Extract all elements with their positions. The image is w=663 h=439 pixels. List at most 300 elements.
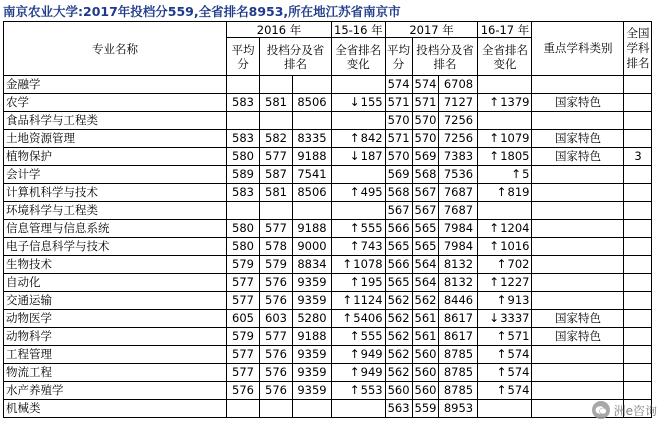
rank-2016 xyxy=(293,76,332,94)
major-name: 计算机科学与技术 xyxy=(4,184,227,202)
change-value: 555 xyxy=(360,329,383,343)
rank-2016: 9359 xyxy=(293,382,332,400)
up-arrow-icon: ↑ xyxy=(349,329,360,343)
up-arrow-icon: ↑ xyxy=(349,275,360,289)
rank-2016: 9188 xyxy=(293,328,332,346)
toudang-2017: 565 xyxy=(412,220,439,238)
table-row xyxy=(4,274,652,292)
toudang-2016: 576 xyxy=(260,346,293,364)
table-row xyxy=(4,328,652,346)
national-rank xyxy=(624,76,652,94)
rank-2016: 9359 xyxy=(293,364,332,382)
down-arrow-icon: ↓ xyxy=(489,311,500,325)
key-discipline-category: 国家特色 xyxy=(532,130,624,148)
change-value: 574 xyxy=(507,383,530,397)
key-discipline-category xyxy=(532,292,624,310)
table-row xyxy=(4,220,652,238)
rank-2017: 7127 xyxy=(439,94,478,112)
wechat-logo-icon xyxy=(592,401,610,419)
major-name: 会计学 xyxy=(4,166,227,184)
change-value: 1379 xyxy=(500,95,530,109)
avg-2017: 570 xyxy=(385,112,412,130)
change-value: 702 xyxy=(507,257,530,271)
watermark xyxy=(592,401,657,419)
change-value: 3337 xyxy=(500,311,530,325)
major-name: 自动化 xyxy=(4,274,227,292)
toudang-2016: 577 xyxy=(260,220,293,238)
avg-2016 xyxy=(227,76,260,94)
toudang-2016: 581 xyxy=(260,184,293,202)
change-value: 1079 xyxy=(500,131,530,145)
change-value: 1227 xyxy=(500,275,530,289)
major-name: 动物科学 xyxy=(4,328,227,346)
up-arrow-icon: ↑ xyxy=(342,293,353,307)
table-row xyxy=(4,94,652,112)
avg-2017: 562 xyxy=(385,364,412,382)
up-arrow-icon: ↑ xyxy=(349,185,360,199)
rank-change-1516 xyxy=(332,292,386,310)
rank-2016: 9359 xyxy=(293,274,332,292)
national-rank xyxy=(624,202,652,220)
watermark-text: 洲e咨询 xyxy=(613,403,657,418)
avg-2016: 605 xyxy=(227,310,260,328)
avg-2017: 566 xyxy=(385,256,412,274)
table-row xyxy=(4,112,652,130)
toudang-2016 xyxy=(260,202,293,220)
change-value: 743 xyxy=(360,239,383,253)
avg-2016: 580 xyxy=(227,220,260,238)
toudang-2017: 568 xyxy=(412,166,439,184)
change-value: 1016 xyxy=(500,239,530,253)
rank-change-1516 xyxy=(332,238,386,256)
key-discipline-category: 国家特色 xyxy=(532,328,624,346)
major-name: 交通运输 xyxy=(4,292,227,310)
toudang-2016: 577 xyxy=(260,148,293,166)
rank-change-1617 xyxy=(478,148,532,166)
toudang-2016: 577 xyxy=(260,328,293,346)
table-row xyxy=(4,148,652,166)
rank-change-1516 xyxy=(332,310,386,328)
major-name: 金融学 xyxy=(4,76,227,94)
rank-change-1617 xyxy=(478,310,532,328)
toudang-2017: 569 xyxy=(412,148,439,166)
key-discipline-category xyxy=(532,184,624,202)
header-major: 专业名称 xyxy=(4,22,227,76)
key-discipline-category xyxy=(532,238,624,256)
rank-2016: 8506 xyxy=(293,94,332,112)
rank-2016: 8506 xyxy=(293,184,332,202)
key-discipline-category: 国家特色 xyxy=(532,148,624,166)
key-discipline-category: 国家特色 xyxy=(532,94,624,112)
key-discipline-category xyxy=(532,256,624,274)
up-arrow-icon: ↑ xyxy=(349,221,360,235)
avg-2016: 576 xyxy=(227,382,260,400)
up-arrow-icon: ↑ xyxy=(496,347,507,361)
rank-change-1516 xyxy=(332,400,386,418)
header-2016: 2016 年 xyxy=(227,22,332,38)
toudang-2017: 567 xyxy=(412,202,439,220)
rank-change-1617 xyxy=(478,292,532,310)
rank-2016 xyxy=(293,202,332,220)
avg-2016: 579 xyxy=(227,328,260,346)
page-title: 南京农业大学:2017年投档分559,全省排名8953,所在地江苏省南京市 xyxy=(3,4,401,19)
change-value: 1124 xyxy=(353,293,383,307)
avg-2016 xyxy=(227,202,260,220)
avg-2017: 560 xyxy=(385,382,412,400)
change-value: 495 xyxy=(360,185,383,199)
major-name: 农学 xyxy=(4,94,227,112)
toudang-2017: 570 xyxy=(412,112,439,130)
key-discipline-category xyxy=(532,166,624,184)
rank-change-1516 xyxy=(332,346,386,364)
avg-2017: 565 xyxy=(385,274,412,292)
avg-2017: 568 xyxy=(385,184,412,202)
toudang-2016: 581 xyxy=(260,94,293,112)
table-row xyxy=(4,364,652,382)
rank-change-1617 xyxy=(478,220,532,238)
avg-2016: 580 xyxy=(227,148,260,166)
rank-change-1617 xyxy=(478,346,532,364)
change-value: 1204 xyxy=(500,221,530,235)
national-rank xyxy=(624,94,652,112)
rank-2017: 8785 xyxy=(439,382,478,400)
header-category: 重点学科类别 xyxy=(532,22,624,76)
rank-2017: 7256 xyxy=(439,130,478,148)
national-rank xyxy=(624,256,652,274)
change-value: 842 xyxy=(360,131,383,145)
rank-2016 xyxy=(293,112,332,130)
national-rank xyxy=(624,130,652,148)
national-rank xyxy=(624,112,652,130)
rank-2017: 8617 xyxy=(439,310,478,328)
avg-2017: 565 xyxy=(385,238,412,256)
avg-2017: 569 xyxy=(385,166,412,184)
major-name: 机械类 xyxy=(4,400,227,418)
rank-change-1617 xyxy=(478,382,532,400)
up-arrow-icon: ↑ xyxy=(342,311,353,325)
toudang-2017: 564 xyxy=(412,256,439,274)
table-row xyxy=(4,292,652,310)
change-value: 913 xyxy=(507,293,530,307)
change-value: 571 xyxy=(507,329,530,343)
header-toudang-2016: 投档分及省排名 xyxy=(260,38,332,76)
up-arrow-icon: ↑ xyxy=(349,365,360,379)
table-row xyxy=(4,76,652,94)
up-arrow-icon: ↑ xyxy=(496,185,507,199)
header-change-16-17: 16-17 年 xyxy=(478,22,532,38)
rank-2016: 9000 xyxy=(293,238,332,256)
toudang-2016 xyxy=(260,76,293,94)
table-row xyxy=(4,238,652,256)
rank-change-1516 xyxy=(332,148,386,166)
rank-2017: 6708 xyxy=(439,76,478,94)
key-discipline-category xyxy=(532,112,624,130)
major-name: 信息管理与信息系统 xyxy=(4,220,227,238)
major-name: 食品科学与工程类 xyxy=(4,112,227,130)
up-arrow-icon: ↑ xyxy=(489,95,500,109)
avg-2016 xyxy=(227,112,260,130)
rank-2016: 9188 xyxy=(293,148,332,166)
toudang-2016: 579 xyxy=(260,256,293,274)
up-arrow-icon: ↑ xyxy=(496,383,507,397)
key-discipline-category xyxy=(532,76,624,94)
header-2017: 2017 年 xyxy=(385,22,478,38)
rank-2017: 7687 xyxy=(439,202,478,220)
key-discipline-category xyxy=(532,346,624,364)
avg-2017: 562 xyxy=(385,310,412,328)
rank-change-1617 xyxy=(478,76,532,94)
avg-2016: 583 xyxy=(227,94,260,112)
rank-change-1617 xyxy=(478,202,532,220)
key-discipline-category xyxy=(532,202,624,220)
key-discipline-category xyxy=(532,382,624,400)
change-value: 949 xyxy=(360,347,383,361)
toudang-2017: 565 xyxy=(412,238,439,256)
toudang-2016: 576 xyxy=(260,292,293,310)
change-value: 5406 xyxy=(353,311,383,325)
national-rank xyxy=(624,364,652,382)
toudang-2017: 560 xyxy=(412,382,439,400)
change-value: 187 xyxy=(360,149,383,163)
major-name: 土地资源管理 xyxy=(4,130,227,148)
header-national-rank: 全国学科排名 xyxy=(624,22,652,76)
toudang-2017: 561 xyxy=(412,310,439,328)
national-rank xyxy=(624,310,652,328)
toudang-2017: 564 xyxy=(412,274,439,292)
avg-2017: 567 xyxy=(385,202,412,220)
table-row xyxy=(4,346,652,364)
avg-2017: 570 xyxy=(385,148,412,166)
avg-2016: 577 xyxy=(227,274,260,292)
avg-2017: 562 xyxy=(385,328,412,346)
header-change-15-16: 15-16 年 xyxy=(332,22,386,38)
major-name: 生物技术 xyxy=(4,256,227,274)
rank-change-1516 xyxy=(332,184,386,202)
table-row xyxy=(4,184,652,202)
national-rank: 3 xyxy=(624,148,652,166)
national-rank xyxy=(624,220,652,238)
rank-change-1617 xyxy=(478,328,532,346)
toudang-2016: 576 xyxy=(260,364,293,382)
toudang-2017: 570 xyxy=(412,130,439,148)
table-row xyxy=(4,166,652,184)
rank-change-1516 xyxy=(332,112,386,130)
avg-2016: 577 xyxy=(227,292,260,310)
up-arrow-icon: ↑ xyxy=(349,239,360,253)
rank-2017: 8132 xyxy=(439,274,478,292)
toudang-2017: 574 xyxy=(412,76,439,94)
change-value: 574 xyxy=(507,365,530,379)
major-name: 动物医学 xyxy=(4,310,227,328)
rank-2017: 8785 xyxy=(439,346,478,364)
table-row xyxy=(4,310,652,328)
change-value: 195 xyxy=(360,275,383,289)
up-arrow-icon: ↑ xyxy=(349,347,360,361)
avg-2016: 583 xyxy=(227,130,260,148)
admission-table xyxy=(3,21,652,418)
up-arrow-icon: ↑ xyxy=(489,239,500,253)
table-row xyxy=(4,400,652,418)
rank-2017: 7687 xyxy=(439,184,478,202)
rank-change-1516 xyxy=(332,94,386,112)
toudang-2016: 576 xyxy=(260,382,293,400)
rank-change-1516 xyxy=(332,130,386,148)
national-rank xyxy=(624,292,652,310)
toudang-2017: 559 xyxy=(412,400,439,418)
avg-2017: 571 xyxy=(385,94,412,112)
up-arrow-icon: ↑ xyxy=(342,257,353,271)
change-value: 555 xyxy=(360,221,383,235)
rank-change-1516 xyxy=(332,166,386,184)
rank-change-1617 xyxy=(478,130,532,148)
table-row xyxy=(4,130,652,148)
national-rank xyxy=(624,274,652,292)
rank-2016: 8335 xyxy=(293,130,332,148)
up-arrow-icon: ↑ xyxy=(496,257,507,271)
key-discipline-category xyxy=(532,274,624,292)
table-body xyxy=(4,76,652,418)
national-rank xyxy=(624,328,652,346)
toudang-2016: 603 xyxy=(260,310,293,328)
change-value: 1078 xyxy=(353,257,383,271)
rank-2016: 5280 xyxy=(293,310,332,328)
avg-2017: 566 xyxy=(385,220,412,238)
toudang-2017: 561 xyxy=(412,328,439,346)
rank-change-1516 xyxy=(332,220,386,238)
rank-2017: 8132 xyxy=(439,256,478,274)
avg-2017: 563 xyxy=(385,400,412,418)
avg-2017: 562 xyxy=(385,292,412,310)
avg-2017: 562 xyxy=(385,346,412,364)
rank-2017: 7256 xyxy=(439,112,478,130)
national-rank xyxy=(624,238,652,256)
change-value: 155 xyxy=(360,95,383,109)
national-rank xyxy=(624,382,652,400)
major-name: 环境科学与工程类 xyxy=(4,202,227,220)
rank-change-1617 xyxy=(478,274,532,292)
rank-2016 xyxy=(293,400,332,418)
rank-change-1617 xyxy=(478,256,532,274)
up-arrow-icon: ↑ xyxy=(496,365,507,379)
rank-change-1516 xyxy=(332,274,386,292)
major-name: 物流工程 xyxy=(4,364,227,382)
change-value: 1805 xyxy=(500,149,530,163)
national-rank xyxy=(624,166,652,184)
rank-change-1516 xyxy=(332,256,386,274)
rank-2016: 7541 xyxy=(293,166,332,184)
rank-2017: 8617 xyxy=(439,328,478,346)
rank-change-1617 xyxy=(478,94,532,112)
header-avg-2016: 平均分 xyxy=(227,38,260,76)
toudang-2016 xyxy=(260,112,293,130)
avg-2016: 589 xyxy=(227,166,260,184)
avg-2016: 577 xyxy=(227,364,260,382)
header-avg-2017: 平均分 xyxy=(385,38,412,76)
rank-2017: 8446 xyxy=(439,292,478,310)
toudang-2016 xyxy=(260,400,293,418)
up-arrow-icon: ↑ xyxy=(489,275,500,289)
up-arrow-icon: ↑ xyxy=(489,149,500,163)
key-discipline-category: 国家特色 xyxy=(532,310,624,328)
rank-2017: 7984 xyxy=(439,238,478,256)
rank-2017: 8785 xyxy=(439,364,478,382)
toudang-2017: 567 xyxy=(412,184,439,202)
up-arrow-icon: ↑ xyxy=(489,221,500,235)
up-arrow-icon: ↑ xyxy=(349,131,360,145)
rank-2017: 8953 xyxy=(439,400,478,418)
major-name: 电子信息科学与技术 xyxy=(4,238,227,256)
major-name: 工程管理 xyxy=(4,346,227,364)
rank-change-1516 xyxy=(332,328,386,346)
major-name: 水产养殖学 xyxy=(4,382,227,400)
change-value: 553 xyxy=(360,383,383,397)
rank-change-1617 xyxy=(478,184,532,202)
change-value: 574 xyxy=(507,347,530,361)
toudang-2016: 587 xyxy=(260,166,293,184)
up-arrow-icon: ↑ xyxy=(511,167,522,181)
table-row xyxy=(4,202,652,220)
toudang-2016: 576 xyxy=(260,274,293,292)
key-discipline-category xyxy=(532,364,624,382)
down-arrow-icon: ↓ xyxy=(349,149,360,163)
rank-2016: 9188 xyxy=(293,220,332,238)
rank-change-1617 xyxy=(478,238,532,256)
up-arrow-icon: ↑ xyxy=(496,329,507,343)
toudang-2017: 560 xyxy=(412,346,439,364)
key-discipline-category xyxy=(532,220,624,238)
rank-change-1516 xyxy=(332,364,386,382)
rank-change-1617 xyxy=(478,400,532,418)
up-arrow-icon: ↑ xyxy=(496,293,507,307)
rank-change-1617 xyxy=(478,166,532,184)
change-value: 819 xyxy=(507,185,530,199)
rank-change-1617 xyxy=(478,112,532,130)
avg-2016: 579 xyxy=(227,256,260,274)
national-rank xyxy=(624,346,652,364)
avg-2017: 574 xyxy=(385,76,412,94)
avg-2016 xyxy=(227,400,260,418)
change-value: 949 xyxy=(360,365,383,379)
rank-2017: 7383 xyxy=(439,148,478,166)
toudang-2016: 582 xyxy=(260,130,293,148)
header-rank-change-1617: 全省排名变化 xyxy=(478,38,532,76)
major-name: 植物保护 xyxy=(4,148,227,166)
rank-2016: 9359 xyxy=(293,292,332,310)
rank-change-1516 xyxy=(332,382,386,400)
avg-2016: 583 xyxy=(227,184,260,202)
header-rank-change-1516: 全省排名变化 xyxy=(332,38,386,76)
toudang-2017: 560 xyxy=(412,364,439,382)
rank-2017: 7536 xyxy=(439,166,478,184)
header-toudang-2017: 投档分及省排名 xyxy=(412,38,478,76)
down-arrow-icon: ↓ xyxy=(349,95,360,109)
rank-2017: 7984 xyxy=(439,220,478,238)
avg-2016: 580 xyxy=(227,238,260,256)
rank-2016: 9359 xyxy=(293,346,332,364)
avg-2016: 577 xyxy=(227,346,260,364)
toudang-2016: 578 xyxy=(260,238,293,256)
rank-change-1617 xyxy=(478,364,532,382)
toudang-2017: 562 xyxy=(412,292,439,310)
up-arrow-icon: ↑ xyxy=(489,131,500,145)
rank-change-1516 xyxy=(332,76,386,94)
avg-2017: 571 xyxy=(385,130,412,148)
toudang-2017: 571 xyxy=(412,94,439,112)
table-row xyxy=(4,382,652,400)
change-value: 5 xyxy=(522,167,530,181)
rank-2016: 8834 xyxy=(293,256,332,274)
national-rank xyxy=(624,184,652,202)
